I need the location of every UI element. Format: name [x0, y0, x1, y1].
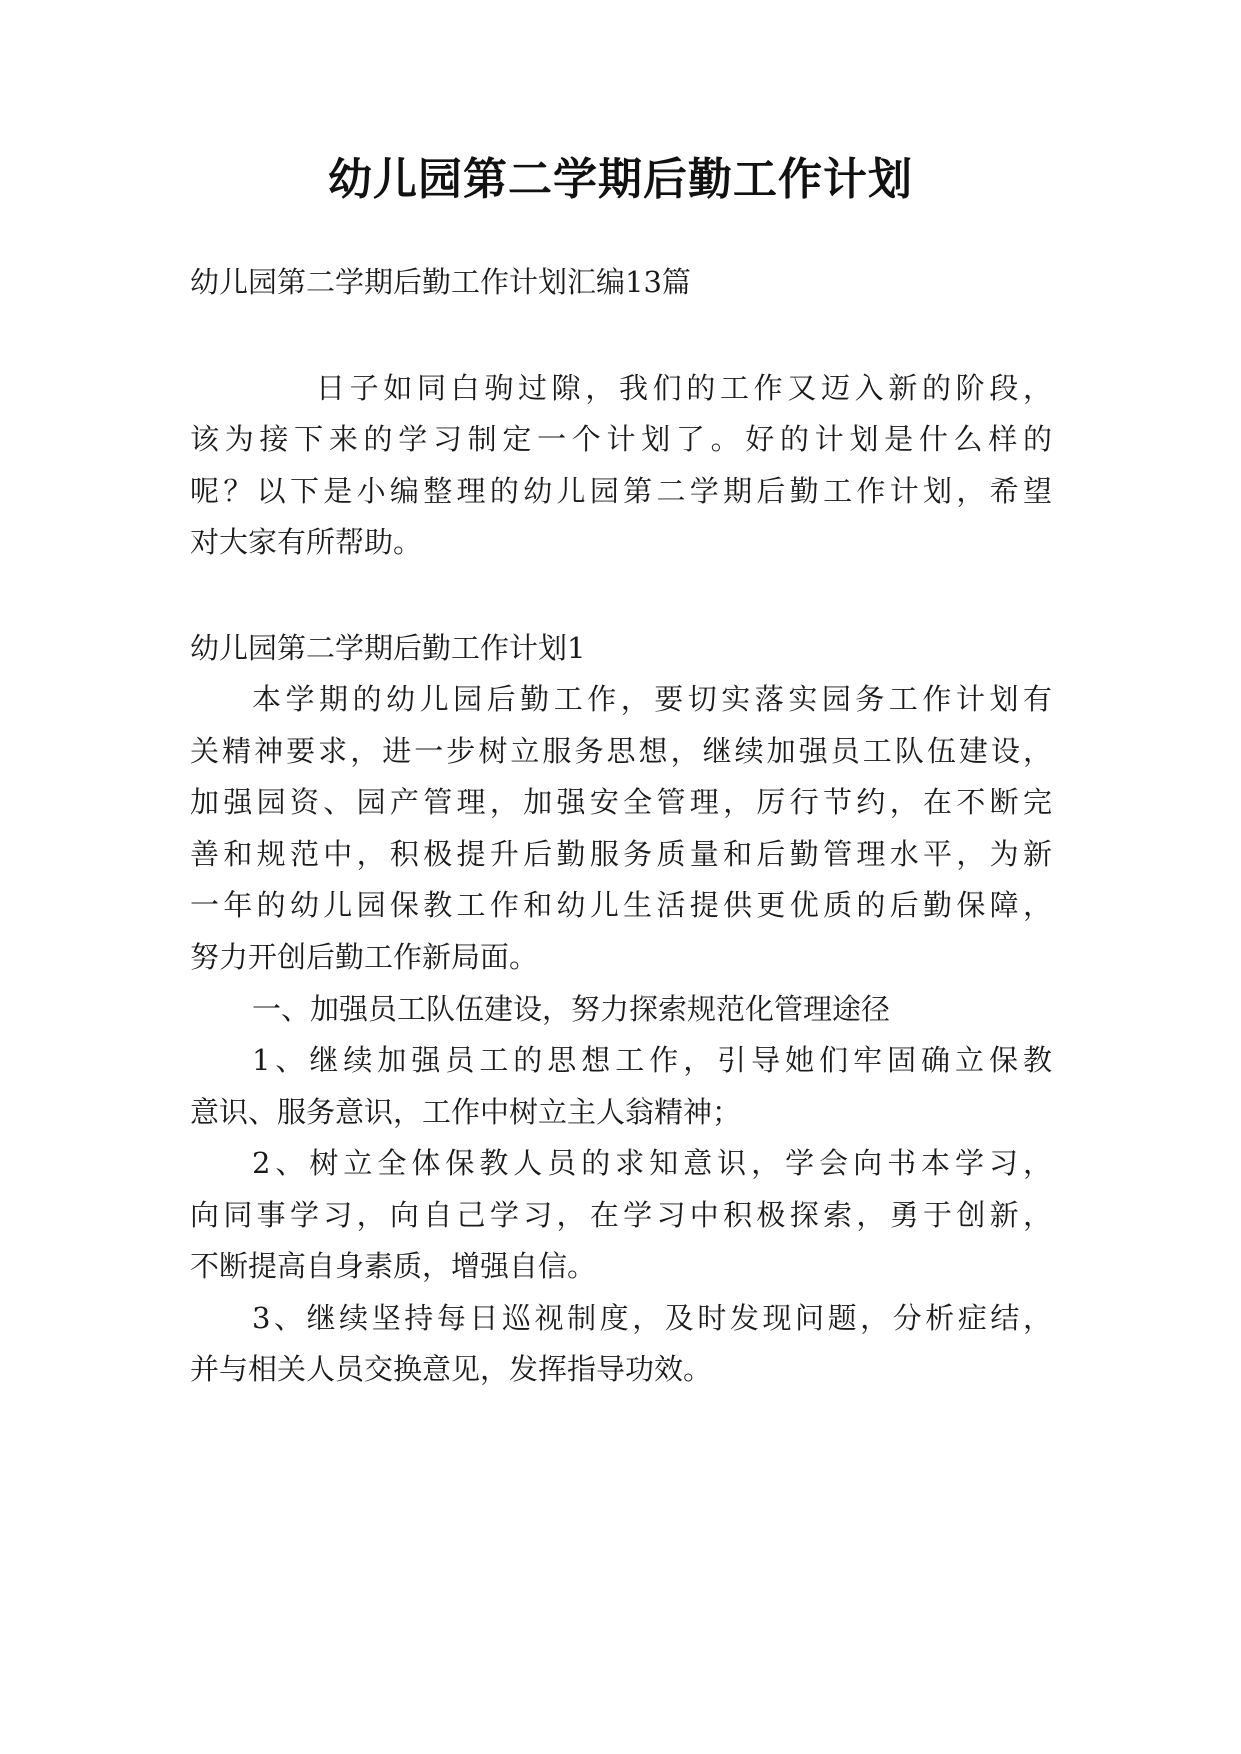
intro-line: 该为接下来的学习制定一个计划了。好的计划是什么样的	[190, 422, 1052, 456]
paragraph-line: 善和规范中，积极提升后勤服务质量和后勤管理水平，为新	[190, 837, 1052, 871]
paragraph-line: 本学期的幼儿园后勤工作，要切实落实园务工作计划有	[252, 682, 1052, 716]
intro-line: 日子如同白驹过隙，我们的工作又迈入新的阶段，	[316, 371, 1052, 405]
paragraph-line: 一年的幼儿园保教工作和幼儿生活提供更优质的后勤保障，	[190, 888, 1052, 922]
item-heading: 一、加强员工队伍建设，努力探索规范化管理途径	[252, 992, 891, 1026]
list-item-line: 3、继续坚持每日巡视制度，及时发现问题，分析症结，	[252, 1301, 1052, 1335]
list-item-line: 2、树立全体保教人员的求知意识，学会向书本学习，	[252, 1146, 1052, 1180]
paragraph-line: 努力开创后勤工作新局面。	[190, 940, 539, 974]
intro-line: 呢？以下是小编整理的幼儿园第二学期后勤工作计划，希望	[190, 474, 1052, 508]
list-item-line: 并与相关人员交换意见，发挥指导功效。	[190, 1352, 713, 1386]
document-subtitle: 幼儿园第二学期后勤工作计划汇编13篇	[190, 265, 691, 299]
section-heading: 幼儿园第二学期后勤工作计划1	[190, 631, 586, 665]
list-item-line: 不断提高自身素质，增强自信。	[190, 1249, 597, 1283]
paragraph-line: 加强园资、园产管理，加强安全管理，厉行节约，在不断完	[190, 785, 1052, 819]
list-item-line: 意识、服务意识，工作中树立主人翁精神；	[190, 1095, 742, 1129]
document-title: 幼儿园第二学期后勤工作计划	[328, 154, 913, 205]
list-item-line: 向同事学习，向自己学习，在学习中积极探索，勇于创新，	[190, 1198, 1052, 1232]
paragraph-line: 关精神要求，进一步树立服务思想，继续加强员工队伍建设，	[190, 734, 1052, 768]
list-item-line: 1、继续加强员工的思想工作，引导她们牢固确立保教	[252, 1043, 1052, 1077]
intro-line: 对大家有所帮助。	[190, 525, 423, 559]
